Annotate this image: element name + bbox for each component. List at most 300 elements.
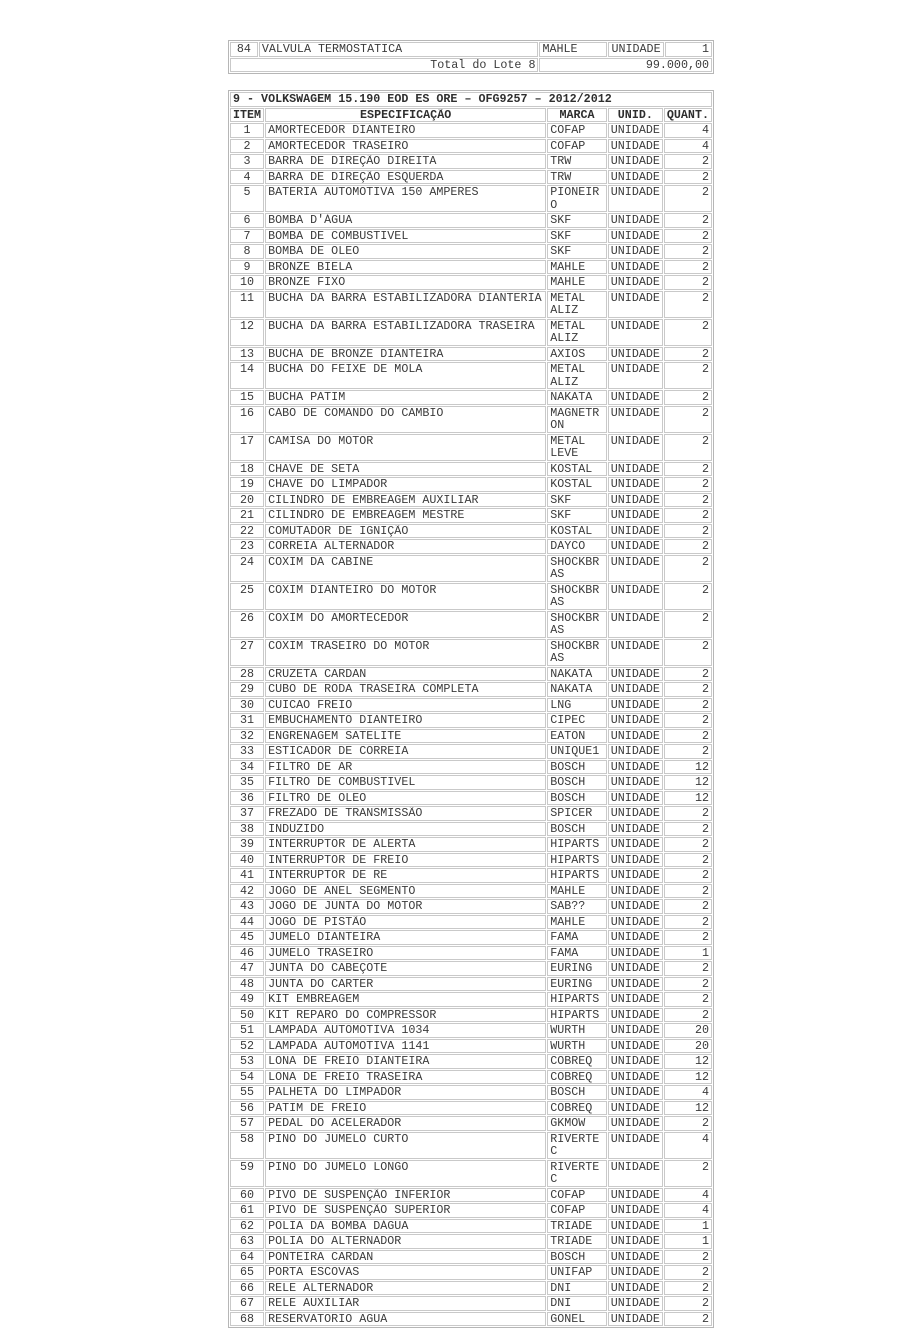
marca-cell: HIPARTS	[547, 853, 607, 868]
unid-cell: UNIDADE	[608, 539, 663, 554]
unid-cell: UNIDADE	[608, 319, 663, 346]
marca-cell: RIVERTEC	[547, 1160, 607, 1187]
marca-cell: TRW	[547, 154, 607, 169]
table-row	[230, 946, 712, 961]
quant-cell: 2	[664, 229, 712, 244]
item-cell: 14	[230, 362, 264, 389]
marca-cell: FAMA	[547, 946, 607, 961]
quant-cell: 2	[664, 260, 712, 275]
quant-cell: 2	[664, 1312, 712, 1327]
quant-cell: 2	[664, 347, 712, 362]
marca-cell: KOSTAL	[547, 477, 607, 492]
spec-cell: JOGO DE JUNTA DO MOTOR	[265, 899, 546, 914]
table-row	[230, 539, 712, 554]
marca-cell: TRIADE	[547, 1219, 607, 1234]
quant-cell: 2	[664, 1281, 712, 1296]
spec-cell: JOGO DE ANEL SEGMENTO	[265, 884, 546, 899]
spec-cell: CHAVE DE SETA	[265, 462, 546, 477]
lote8-tail-table	[228, 40, 714, 74]
item-cell: 29	[230, 682, 264, 697]
spec-cell: JUMELO TRASEIRO	[265, 946, 546, 961]
marca-cell: SHOCKBRAS	[547, 555, 607, 582]
spec-cell: BUCHA DA BARRA ESTABILIZADORA DIANTERIA	[265, 291, 546, 318]
item-cell: 18	[230, 462, 264, 477]
item-cell: 11	[230, 291, 264, 318]
table-row	[230, 915, 712, 930]
table-row	[230, 1023, 712, 1038]
marca-cell: KOSTAL	[547, 524, 607, 539]
unid-cell: UNIDADE	[608, 123, 663, 138]
quant-cell: 2	[664, 319, 712, 346]
spec-cell: COXIM DIANTEIRO DO MOTOR	[265, 583, 546, 610]
quant-cell: 20	[664, 1039, 712, 1054]
item-cell: 28	[230, 667, 264, 682]
unid-cell: UNIDADE	[608, 406, 663, 433]
spec-cell: JUMELO DIANTEIRA	[265, 930, 546, 945]
quant-cell: 2	[664, 434, 712, 461]
column-header-spec: ESPECIFICAÇÃO	[265, 108, 546, 123]
quant-cell: 2	[664, 822, 712, 837]
spec-cell: CUICAO FREIO	[265, 698, 546, 713]
table-row	[230, 1070, 712, 1085]
item-cell: 21	[230, 508, 264, 523]
marca-cell: SHOCKBRAS	[547, 611, 607, 638]
item-cell: 49	[230, 992, 264, 1007]
total-label-cell: Total do Lote 8	[230, 58, 538, 73]
marca-cell: GONEL	[547, 1312, 607, 1327]
quant-cell: 2	[664, 1116, 712, 1131]
column-header-quant: QUANT.	[664, 108, 712, 123]
spec-cell: COXIM DA CABINE	[265, 555, 546, 582]
unid-cell: UNIDADE	[608, 362, 663, 389]
spec-cell: EMBUCHAMENTO DIANTEIRO	[265, 713, 546, 728]
unid-cell: UNIDADE	[608, 524, 663, 539]
spec-cell: LONA DE FREIO DIANTEIRA	[265, 1054, 546, 1069]
unid-cell: UNIDADE	[608, 1023, 663, 1038]
spec-cell: INTERRUPTOR DE RE	[265, 868, 546, 883]
item-cell: 4	[230, 170, 264, 185]
table-row	[230, 244, 712, 259]
unid-cell: UNIDADE	[608, 185, 663, 212]
unid-cell: UNIDADE	[608, 275, 663, 290]
item-cell: 64	[230, 1250, 264, 1265]
spec-cell: BRONZE BIELA	[265, 260, 546, 275]
quant-cell: 2	[664, 524, 712, 539]
column-header-marca: MARCA	[547, 108, 607, 123]
item-cell: 67	[230, 1296, 264, 1311]
table-row	[230, 1160, 712, 1187]
spec-cell: CRUZETA CARDAN	[265, 667, 546, 682]
unid-cell: UNIDADE	[608, 477, 663, 492]
spec-cell: FREZADO DE TRANSMISSÃO	[265, 806, 546, 821]
marca-cell: COFAP	[547, 123, 607, 138]
marca-cell: HIPARTS	[547, 992, 607, 1007]
marca-cell: NAKATA	[547, 667, 607, 682]
marca-cell: HIPARTS	[547, 837, 607, 852]
item-cell: 66	[230, 1281, 264, 1296]
table-row	[230, 775, 712, 790]
unid-cell: UNIDADE	[608, 775, 663, 790]
marca-cell: METAL ALIZ	[547, 291, 607, 318]
item-cell: 43	[230, 899, 264, 914]
spec-cell: INTERRUPTOR DE FREIO	[265, 853, 546, 868]
unid-cell: UNIDADE	[608, 791, 663, 806]
spec-cell: JUNTA DO CABEÇOTE	[265, 961, 546, 976]
unid-cell: UNIDADE	[608, 899, 663, 914]
unid-cell: UNIDADE	[608, 1116, 663, 1131]
table-row	[230, 1296, 712, 1311]
table-row	[230, 123, 712, 138]
unid-cell: UNIDADE	[608, 744, 663, 759]
table-row	[230, 806, 712, 821]
spec-cell: KIT EMBREAGEM	[265, 992, 546, 1007]
spec-cell: BARRA DE DIREÇÃO ESQUERDA	[265, 170, 546, 185]
spec-cell: AMORTECEDOR TRASEIRO	[265, 139, 546, 154]
unid-cell: UNIDADE	[608, 1296, 663, 1311]
spec-cell: BATERIA AUTOMOTIVA 150 AMPERES	[265, 185, 546, 212]
spec-cell: RESERVATORIO AGUA	[265, 1312, 546, 1327]
table-row	[230, 822, 712, 837]
item-cell: 2	[230, 139, 264, 154]
item-cell: 40	[230, 853, 264, 868]
quant-cell: 2	[664, 185, 712, 212]
spec-cell: CHAVE DO LIMPADOR	[265, 477, 546, 492]
unid-cell: UNIDADE	[608, 229, 663, 244]
unid-cell: UNIDADE	[608, 213, 663, 228]
unid-cell: UNIDADE	[608, 390, 663, 405]
item-cell: 56	[230, 1101, 264, 1116]
marca-cell: COBREQ	[547, 1070, 607, 1085]
item-cell: 61	[230, 1203, 264, 1218]
spec-cell: BRONZE FIXO	[265, 275, 546, 290]
quant-cell: 2	[664, 555, 712, 582]
table-row	[230, 462, 712, 477]
unid-cell: UNIDADE	[608, 837, 663, 852]
marca-cell: WURTH	[547, 1039, 607, 1054]
quant-cell: 4	[664, 1188, 712, 1203]
item-cell: 41	[230, 868, 264, 883]
quant-cell: 4	[664, 1203, 712, 1218]
table-row	[230, 1008, 712, 1023]
quant-cell: 2	[664, 1250, 712, 1265]
item-cell: 10	[230, 275, 264, 290]
table-row	[230, 275, 712, 290]
unid-cell: UNIDADE	[608, 260, 663, 275]
lote9-table	[228, 90, 714, 1328]
quant-cell: 2	[664, 390, 712, 405]
spec-cell: PATIM DE FREIO	[265, 1101, 546, 1116]
table-row	[230, 477, 712, 492]
table-row	[230, 1132, 712, 1159]
spec-cell: CORREIA ALTERNADOR	[265, 539, 546, 554]
table-row	[230, 698, 712, 713]
table-row	[230, 667, 712, 682]
spec-cell: POLIA DO ALTERNADOR	[265, 1234, 546, 1249]
table-row	[230, 1250, 712, 1265]
unid-cell: UNIDADE	[608, 884, 663, 899]
quant-cell: 1	[665, 42, 712, 57]
quant-cell: 2	[664, 291, 712, 318]
marca-cell: TRW	[547, 170, 607, 185]
item-cell: 47	[230, 961, 264, 976]
quant-cell: 2	[664, 639, 712, 666]
column-header-row	[230, 108, 712, 123]
quant-cell: 1	[664, 1219, 712, 1234]
item-cell: 48	[230, 977, 264, 992]
quant-cell: 2	[664, 961, 712, 976]
quant-cell: 4	[664, 1085, 712, 1100]
item-cell: 33	[230, 744, 264, 759]
table-row	[230, 992, 712, 1007]
spec-cell: POLIA DA BOMBA DÁGUA	[265, 1219, 546, 1234]
item-cell: 27	[230, 639, 264, 666]
quant-cell: 2	[664, 713, 712, 728]
marca-cell: DNI	[547, 1296, 607, 1311]
quant-cell: 2	[664, 154, 712, 169]
quant-cell: 12	[664, 775, 712, 790]
quant-cell: 2	[664, 868, 712, 883]
quant-cell: 12	[664, 791, 712, 806]
marca-cell: COBREQ	[547, 1054, 607, 1069]
unid-cell: UNIDADE	[608, 698, 663, 713]
item-cell: 26	[230, 611, 264, 638]
marca-cell: FAMA	[547, 930, 607, 945]
marca-cell: MAHLE	[547, 260, 607, 275]
marca-cell: CIPEC	[547, 713, 607, 728]
spec-cell: LAMPADA AUTOMOTIVA 1034	[265, 1023, 546, 1038]
marca-cell: METAL ALIZ	[547, 319, 607, 346]
quant-cell: 2	[664, 583, 712, 610]
marca-cell: LNG	[547, 698, 607, 713]
spec-cell: CILINDRO DE EMBREAGEM AUXILIAR	[265, 493, 546, 508]
quant-cell: 2	[664, 493, 712, 508]
marca-cell: RIVERTEC	[547, 1132, 607, 1159]
table-row	[230, 682, 712, 697]
spec-cell: PALHETA DO LIMPADOR	[265, 1085, 546, 1100]
quant-cell: 2	[664, 884, 712, 899]
spec-cell: BOMBA DE COMBUSTIVEL	[265, 229, 546, 244]
item-cell: 37	[230, 806, 264, 821]
spec-cell: VALVULA TERMOSTATICA	[259, 42, 539, 57]
table-row	[230, 170, 712, 185]
quant-cell: 2	[664, 915, 712, 930]
unid-cell: UNIDADE	[608, 682, 663, 697]
marca-cell: COFAP	[547, 1203, 607, 1218]
unid-cell: UNIDADE	[608, 868, 663, 883]
table-row	[230, 868, 712, 883]
quant-cell: 12	[664, 1054, 712, 1069]
table-row	[230, 930, 712, 945]
unid-cell: UNIDADE	[608, 1101, 663, 1116]
unid-cell: UNIDADE	[608, 1188, 663, 1203]
quant-cell: 12	[664, 760, 712, 775]
marca-cell: SPICER	[547, 806, 607, 821]
table-row	[230, 1116, 712, 1131]
table-row	[230, 362, 712, 389]
table-row	[230, 1312, 712, 1327]
table-row	[230, 961, 712, 976]
quant-cell: 2	[664, 667, 712, 682]
lote9-table-body	[230, 123, 712, 1326]
item-cell: 9	[230, 260, 264, 275]
table-row	[230, 319, 712, 346]
quant-cell: 1	[664, 946, 712, 961]
spec-cell: CUBO DE RODA TRASEIRA COMPLETA	[265, 682, 546, 697]
quant-cell: 4	[664, 123, 712, 138]
spec-cell: CAMISA DO MOTOR	[265, 434, 546, 461]
spec-cell: PIVO DE SUSPENÇÃO SUPERIOR	[265, 1203, 546, 1218]
marca-cell: WURTH	[547, 1023, 607, 1038]
spec-cell: BUCHA DA BARRA ESTABILIZADORA TRASEIRA	[265, 319, 546, 346]
marca-cell: COFAP	[547, 139, 607, 154]
marca-cell: SKF	[547, 229, 607, 244]
quant-cell: 2	[664, 213, 712, 228]
unid-cell: UNIDADE	[608, 853, 663, 868]
marca-cell: NAKATA	[547, 682, 607, 697]
unid-cell: UNIDADE	[608, 1008, 663, 1023]
quant-cell: 2	[664, 406, 712, 433]
spec-cell: ESTICADOR DE CORREIA	[265, 744, 546, 759]
quant-cell: 2	[664, 729, 712, 744]
item-cell: 15	[230, 390, 264, 405]
item-cell: 42	[230, 884, 264, 899]
item-cell: 46	[230, 946, 264, 961]
quant-cell: 2	[664, 1296, 712, 1311]
table-row	[230, 583, 712, 610]
table-row	[230, 853, 712, 868]
item-cell: 52	[230, 1039, 264, 1054]
table-row	[230, 390, 712, 405]
unid-cell: UNIDADE	[608, 760, 663, 775]
spec-cell: BOMBA DE OLEO	[265, 244, 546, 259]
item-cell: 38	[230, 822, 264, 837]
unid-cell: UNIDADE	[608, 1039, 663, 1054]
unid-cell: UNIDADE	[608, 639, 663, 666]
item-cell: 57	[230, 1116, 264, 1131]
table-row	[230, 1054, 712, 1069]
item-cell: 20	[230, 493, 264, 508]
table-row	[230, 1085, 712, 1100]
spec-cell: CABO DE COMANDO DO CAMBIO	[265, 406, 546, 433]
item-cell: 16	[230, 406, 264, 433]
spec-cell: INTERRUPTOR DE ALERTA	[265, 837, 546, 852]
unid-cell: UNIDADE	[608, 42, 663, 57]
table-row	[230, 434, 712, 461]
quant-cell: 2	[664, 698, 712, 713]
marca-cell: COFAP	[547, 1188, 607, 1203]
table-row	[230, 1219, 712, 1234]
quant-cell: 2	[664, 170, 712, 185]
spec-cell: JUNTA DO CARTER	[265, 977, 546, 992]
marca-cell: COBREQ	[547, 1101, 607, 1116]
spec-cell: BUCHA DO FEIXE DE MOLA	[265, 362, 546, 389]
marca-cell: DAYCO	[547, 539, 607, 554]
table-row	[230, 1281, 712, 1296]
unid-cell: UNIDADE	[608, 713, 663, 728]
marca-cell: MAHLE	[539, 42, 607, 57]
table-row	[230, 1265, 712, 1280]
quant-cell: 2	[664, 977, 712, 992]
spec-cell: PONTEIRA CARDAN	[265, 1250, 546, 1265]
item-cell: 55	[230, 1085, 264, 1100]
item-cell: 8	[230, 244, 264, 259]
quant-cell: 2	[664, 362, 712, 389]
item-cell: 31	[230, 713, 264, 728]
quant-cell: 12	[664, 1070, 712, 1085]
spec-cell: COXIM TRASEIRO DO MOTOR	[265, 639, 546, 666]
quant-cell: 2	[664, 477, 712, 492]
item-cell: 50	[230, 1008, 264, 1023]
quant-cell: 2	[664, 744, 712, 759]
marca-cell: HIPARTS	[547, 868, 607, 883]
unid-cell: UNIDADE	[608, 1132, 663, 1159]
marca-cell: NAKATA	[547, 390, 607, 405]
marca-cell: SKF	[547, 213, 607, 228]
table-row	[230, 1188, 712, 1203]
spec-cell: COMUTADOR DE IGNIÇÃO	[265, 524, 546, 539]
unid-cell: UNIDADE	[608, 1160, 663, 1187]
quant-cell: 4	[664, 139, 712, 154]
unid-cell: UNIDADE	[608, 946, 663, 961]
marca-cell: METAL LEVE	[547, 434, 607, 461]
unid-cell: UNIDADE	[608, 139, 663, 154]
quant-cell: 2	[664, 508, 712, 523]
item-cell: 6	[230, 213, 264, 228]
marca-cell: GKMOW	[547, 1116, 607, 1131]
item-cell: 32	[230, 729, 264, 744]
table-row	[230, 729, 712, 744]
marca-cell: METAL ALIZ	[547, 362, 607, 389]
marca-cell: BOSCH	[547, 1250, 607, 1265]
table-row	[230, 154, 712, 169]
marca-cell: EURING	[547, 961, 607, 976]
table-row	[230, 1234, 712, 1249]
unid-cell: UNIDADE	[608, 1054, 663, 1069]
marca-cell: SKF	[547, 508, 607, 523]
table-row	[230, 977, 712, 992]
quant-cell: 2	[664, 682, 712, 697]
marca-cell: MAHLE	[547, 884, 607, 899]
item-cell: 36	[230, 791, 264, 806]
table-row	[230, 291, 712, 318]
item-cell: 68	[230, 1312, 264, 1327]
item-cell: 53	[230, 1054, 264, 1069]
table-row	[230, 229, 712, 244]
spec-cell: PORTA ESCOVAS	[265, 1265, 546, 1280]
spec-cell: CILINDRO DE EMBREAGEM MESTRE	[265, 508, 546, 523]
item-cell: 19	[230, 477, 264, 492]
lote8-total-row	[230, 58, 712, 73]
table-row	[230, 213, 712, 228]
unid-cell: UNIDADE	[608, 1203, 663, 1218]
item-cell: 39	[230, 837, 264, 852]
spec-cell: INDUZIDO	[265, 822, 546, 837]
item-cell: 17	[230, 434, 264, 461]
item-cell: 3	[230, 154, 264, 169]
column-header-item: ITEM	[230, 108, 264, 123]
spec-cell: BUCHA PATIM	[265, 390, 546, 405]
column-header-unid: UNID.	[608, 108, 663, 123]
marca-cell: TRIADE	[547, 1234, 607, 1249]
unid-cell: UNIDADE	[608, 347, 663, 362]
item-cell: 62	[230, 1219, 264, 1234]
item-cell: 7	[230, 229, 264, 244]
item-cell: 13	[230, 347, 264, 362]
lote-title: 9 - VOLKSWAGEM 15.190 EOD ES ORE – OFG9257 – 2012/2012	[230, 92, 712, 107]
item-cell: 12	[230, 319, 264, 346]
item-cell: 25	[230, 583, 264, 610]
marca-cell: SKF	[547, 493, 607, 508]
